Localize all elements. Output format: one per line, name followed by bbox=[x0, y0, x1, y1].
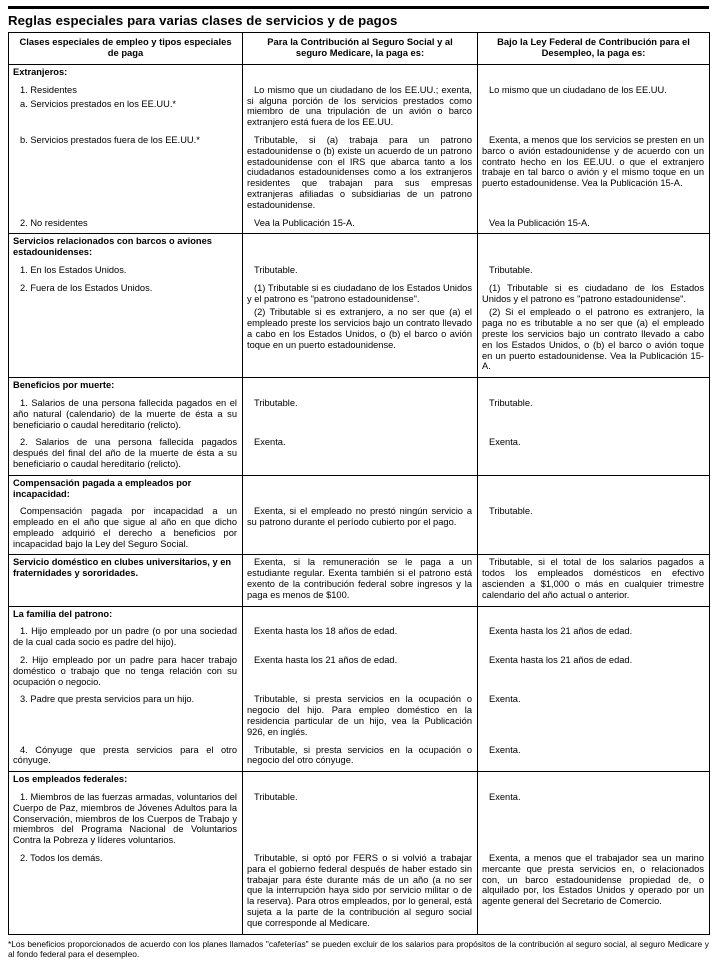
table-cell bbox=[243, 396, 478, 435]
cell-paragraph: Tributable. bbox=[254, 397, 298, 408]
table-cell bbox=[9, 281, 243, 378]
table-cell bbox=[9, 133, 243, 216]
table-cell bbox=[9, 790, 243, 851]
cell-paragraph: (2) Tributable si es extranjero, a no ser que (a) el empleado preste los servicios bajo un contrato llevado a cabo en los Estados Unidos, o (b) el barco o avión toque en un puerto estadounidense. bbox=[247, 307, 472, 350]
table-row bbox=[9, 692, 710, 742]
table-cell bbox=[243, 435, 478, 475]
section-heading: Servicios relacionados con barcos o aviones estadounidenses: bbox=[13, 236, 212, 258]
table-cell bbox=[9, 378, 243, 396]
cell-paragraph: 2. Hijo empleado por un padre para hacer trabajo doméstico o trabajo que no tenga relación con su ocupación o negocio. bbox=[13, 655, 237, 687]
table-cell bbox=[478, 83, 710, 133]
table-cell bbox=[478, 555, 710, 606]
table-cell bbox=[9, 475, 243, 504]
cell-paragraph: Exenta. bbox=[254, 437, 286, 448]
table-cell bbox=[478, 263, 710, 281]
cell-paragraph: Tributable. bbox=[254, 792, 298, 803]
table-cell bbox=[243, 65, 478, 83]
table-row bbox=[9, 263, 710, 281]
column-header-federal-unemployment: Bajo la Ley Federal de Contribución para el Desempleo, la paga es: bbox=[478, 33, 710, 65]
table-cell bbox=[243, 624, 478, 653]
table-cell bbox=[478, 743, 710, 772]
section-start-row-beneficios-por-muerte bbox=[9, 378, 710, 396]
table-row bbox=[9, 396, 710, 435]
table-cell bbox=[9, 555, 243, 606]
table-cell bbox=[9, 263, 243, 281]
cell-paragraph: Tributable, si optó por FERS o si volvió a trabajar para el gobierno federal después de haber estado sin trabajar para éste durante más de un año (a no ser que la interrupción haya sido por servicio militar o de la reserva). Para otros empleados, por lo general, está sujeta a la parte de la contribución al seguro social que corresponde al Medicare. bbox=[247, 853, 472, 928]
cell-paragraph: (1) Tributable si es ciudadano de los Estados Unidos y el patrono es "patrono estadounidense". bbox=[482, 282, 704, 304]
section-heading: Los empleados federales: bbox=[13, 774, 128, 785]
table-row bbox=[9, 743, 710, 772]
cell-paragraph: 1. Hijo empleado por un padre (o por una sociedad de la cual cada socio es padre del hijo). bbox=[13, 626, 237, 648]
cell-paragraph: Tributable. bbox=[489, 264, 533, 275]
table-cell bbox=[9, 692, 243, 742]
section-heading: La familia del patrono: bbox=[13, 608, 113, 619]
section-start-row-servicio-domestico-clubes bbox=[9, 555, 710, 606]
table-cell bbox=[243, 378, 478, 396]
table-cell bbox=[478, 624, 710, 653]
table-cell bbox=[243, 772, 478, 790]
cell-paragraph: Compensación pagada por incapacidad a un empleado en el año que sigue al año en que dicho empleado adquirió el derecho a beneficios por incapacidad bajo la Ley del Seguro Social. bbox=[13, 506, 237, 549]
table-cell bbox=[243, 743, 478, 772]
special-rules-table bbox=[8, 32, 710, 935]
cell-paragraph: (1) Tributable si es ciudadano de los Estados Unidos y el patrono es "patrono estadounidense". bbox=[247, 282, 472, 304]
cell-paragraph: Tributable. bbox=[254, 264, 298, 275]
table-cell bbox=[9, 396, 243, 435]
cell-paragraph: 2. Todos los demás. bbox=[20, 853, 103, 864]
table-cell bbox=[478, 790, 710, 851]
table-cell bbox=[478, 653, 710, 692]
cell-paragraph: Exenta hasta los 18 años de edad. bbox=[254, 626, 398, 637]
table-cell bbox=[478, 435, 710, 475]
cell-paragraph: 3. Padre que presta servicios para un hijo. bbox=[20, 694, 195, 705]
table-cell bbox=[478, 216, 710, 234]
table-cell bbox=[478, 475, 710, 504]
section-start-row-servicios-barcos-aviones bbox=[9, 234, 710, 263]
table-cell bbox=[478, 504, 710, 555]
table-cell bbox=[9, 216, 243, 234]
cell-paragraph: (2) Si el empleado o el patrono es extranjero, la paga no es tributable a no ser que (a) el empleado preste los servicios bajo un contrato llevado a cabo en los Estados Unidos, o (b) el barco o avión toque en un puerto estadounidense. Vea la Publicación 15-A. bbox=[482, 307, 704, 372]
table-cell bbox=[243, 234, 478, 263]
footnote: *Los beneficios proporcionados de acuerdo con los planes llamados "cafeterías" se pueden excluir de los salarios para propósitos de la contribución al seguro social, al seguro Medicare y al fondo federal para el desempleo. bbox=[8, 938, 709, 959]
table-cell bbox=[478, 133, 710, 216]
cell-paragraph: Exenta. bbox=[489, 744, 521, 755]
section-heading: Beneficios por muerte: bbox=[13, 380, 115, 391]
table-cell bbox=[243, 790, 478, 851]
table-cell bbox=[243, 851, 478, 934]
cell-paragraph: Tributable, si presta servicios en la ocupación o negocio del hijo. Para empleo doméstico en la residencia particular de un hijo, vea la Publicación 926, en inglés. bbox=[247, 694, 472, 737]
cell-paragraph: Exenta, a menos que los servicios se presten en un barco o avión estadounidense y de acuerdo con un contrato hecho en los EE.UU. o que el extranjero trabaje en tal barco o avión y el mismo toque en un puerto estadounidense. Vea la Publicación 15-A. bbox=[482, 134, 704, 189]
table-row bbox=[9, 435, 710, 475]
table-cell bbox=[9, 65, 243, 83]
table-cell bbox=[478, 396, 710, 435]
cell-paragraph: Tributable, si presta servicios en la ocupación o negocio del otro cónyuge. bbox=[247, 744, 472, 766]
table-cell bbox=[243, 606, 478, 624]
section-start-row-extranjeros bbox=[9, 65, 710, 83]
table-cell bbox=[243, 263, 478, 281]
table-cell bbox=[478, 378, 710, 396]
cell-paragraph: Exenta hasta los 21 años de edad. bbox=[254, 655, 398, 666]
section-start-row-los-empleados-federales bbox=[9, 772, 710, 790]
cell-paragraph: Exenta, si la remuneración se le paga a un estudiante regular. Exenta también si el patrono está exento de la contribución federal sobre ingresos y la paga es menos de $100. bbox=[247, 557, 472, 600]
table-cell bbox=[9, 606, 243, 624]
table-cell bbox=[478, 851, 710, 934]
cell-paragraph: Vea la Publicación 15-A. bbox=[254, 217, 355, 228]
section-heading: Extranjeros: bbox=[13, 67, 68, 77]
table-cell bbox=[243, 83, 478, 133]
cell-paragraph: b. Servicios prestados fuera de los EE.UU.* bbox=[20, 134, 200, 145]
cell-paragraph: 1. Salarios de una persona fallecida pagados en el año natural (calendario) de la muerte de ésta a su beneficiario o caudal hereditario (relicto). bbox=[13, 397, 237, 430]
cell-paragraph: Tributable, si el total de los salarios pagados a todos los empleados domésticos en efectivo ascienden a $1,000 o más en cualquier trimestre calendario del año actual o anterior. bbox=[482, 557, 704, 600]
cell-paragraph: a. Servicios prestados en los EE.UU.* bbox=[20, 98, 177, 109]
table-cell bbox=[243, 475, 478, 504]
table-row bbox=[9, 790, 710, 851]
table-cell bbox=[9, 743, 243, 772]
cell-paragraph: Exenta. bbox=[489, 437, 521, 448]
table-row bbox=[9, 851, 710, 934]
table-row bbox=[9, 504, 710, 555]
page-title: Reglas especiales para varias clases de servicios y de pagos bbox=[8, 13, 398, 28]
table-cell bbox=[9, 234, 243, 263]
cell-paragraph: 4. Cónyuge que presta servicios para el otro cónyuge. bbox=[13, 744, 237, 766]
cell-paragraph: Tributable. bbox=[489, 397, 533, 408]
table-cell bbox=[243, 216, 478, 234]
table-cell bbox=[478, 692, 710, 742]
table-cell bbox=[9, 83, 243, 133]
table-row bbox=[9, 624, 710, 653]
table-cell bbox=[478, 772, 710, 790]
section-start-row-compensacion-incapacidad bbox=[9, 475, 710, 504]
table-cell bbox=[478, 234, 710, 263]
table-row bbox=[9, 281, 710, 378]
cell-paragraph: Vea la Publicación 15-A. bbox=[489, 217, 590, 228]
table-cell bbox=[478, 606, 710, 624]
cell-paragraph: Exenta, si el empleado no prestó ningún servicio a su patrono durante el período cubierto por el pago. bbox=[247, 506, 472, 528]
cell-paragraph: Exenta. bbox=[489, 694, 521, 705]
cell-paragraph: 2. No residentes bbox=[20, 217, 88, 228]
section-heading: Compensación pagada a empleados por incapacidad: bbox=[13, 477, 192, 499]
cell-paragraph: 2. Fuera de los Estados Unidos. bbox=[20, 282, 153, 293]
table-cell bbox=[9, 624, 243, 653]
cell-paragraph: Tributable, si (a) trabaja para un patrono estadounidense o (b) existe un acuerdo de un patrono estadounidense con el IRS que abarca tanto a los ciudadanos estadounidenses como a los extranjeros residentes que trabajan para sus empresas extranjeras afiliadas o subsidiarias de un patrono estadounidense. bbox=[247, 134, 472, 210]
cell-paragraph: Lo mismo que un ciudadano de los EE.UU. bbox=[489, 84, 667, 95]
cell-paragraph: Tributable. bbox=[489, 506, 533, 517]
section-heading: Servicio doméstico en clubes universitarios, y en fraternidades y sororidades. bbox=[13, 557, 232, 579]
table-cell bbox=[9, 772, 243, 790]
cell-paragraph: Exenta, a menos que el trabajador sea un marino mercante que presta servicios en, o relacionados con, un barco estadounidense propiedad de, o alquilado por, los Estados Unidos y operado por un agente general del Secretario de Comercio. bbox=[482, 853, 704, 907]
table-cell bbox=[243, 692, 478, 742]
cell-paragraph: Exenta. bbox=[489, 792, 521, 803]
table-cell bbox=[243, 281, 478, 378]
cell-paragraph: 1. Miembros de las fuerzas armadas, voluntarios del Cuerpo de Paz, miembros de Jóvenes Adultos para la Conservación, miembros de los Cuerpos de Trabajo y miembros del Programa Nacional de Voluntarios Contra la Pobreza y líderes voluntarios. bbox=[13, 792, 237, 846]
table-cell bbox=[9, 435, 243, 475]
table-row bbox=[9, 653, 710, 692]
table-cell bbox=[9, 653, 243, 692]
table-cell bbox=[243, 555, 478, 606]
cell-paragraph: Lo mismo que un ciudadano de los EE.UU.; exenta, si alguna porción de los servicios prestados como miembro de una tripulación de un avión o barco extranjero está fuera de los EE.UU. bbox=[247, 84, 472, 128]
table-row bbox=[9, 83, 710, 133]
cell-paragraph: Exenta hasta los 21 años de edad. bbox=[489, 626, 633, 637]
table-cell bbox=[243, 133, 478, 216]
cell-paragraph: 1. En los Estados Unidos. bbox=[20, 264, 127, 275]
cell-paragraph: 2. Salarios de una persona fallecida pagados después del final del año de la muerte de ésta a su beneficiario o caudal hereditario (relicto). bbox=[13, 437, 237, 469]
table-row bbox=[9, 133, 710, 216]
column-header-social-security-medicare: Para la Contribución al Seguro Social y al seguro Medicare, la paga es: bbox=[243, 33, 478, 65]
table-body bbox=[9, 65, 710, 935]
table-cell bbox=[9, 851, 243, 934]
cell-paragraph: 1. Residentes bbox=[20, 84, 77, 95]
table-row bbox=[9, 216, 710, 234]
table-cell bbox=[243, 653, 478, 692]
top-rule bbox=[8, 6, 709, 9]
table-cell bbox=[9, 504, 243, 555]
cell-paragraph: Exenta hasta los 21 años de edad. bbox=[489, 655, 633, 666]
section-start-row-la-familia-del-patrono bbox=[9, 606, 710, 624]
column-header-employment-classes: Clases especiales de empleo y tipos especiales de paga bbox=[9, 33, 243, 65]
table-cell bbox=[243, 504, 478, 555]
table-header-row bbox=[9, 33, 710, 65]
table-cell bbox=[478, 281, 710, 378]
table-cell bbox=[478, 65, 710, 83]
